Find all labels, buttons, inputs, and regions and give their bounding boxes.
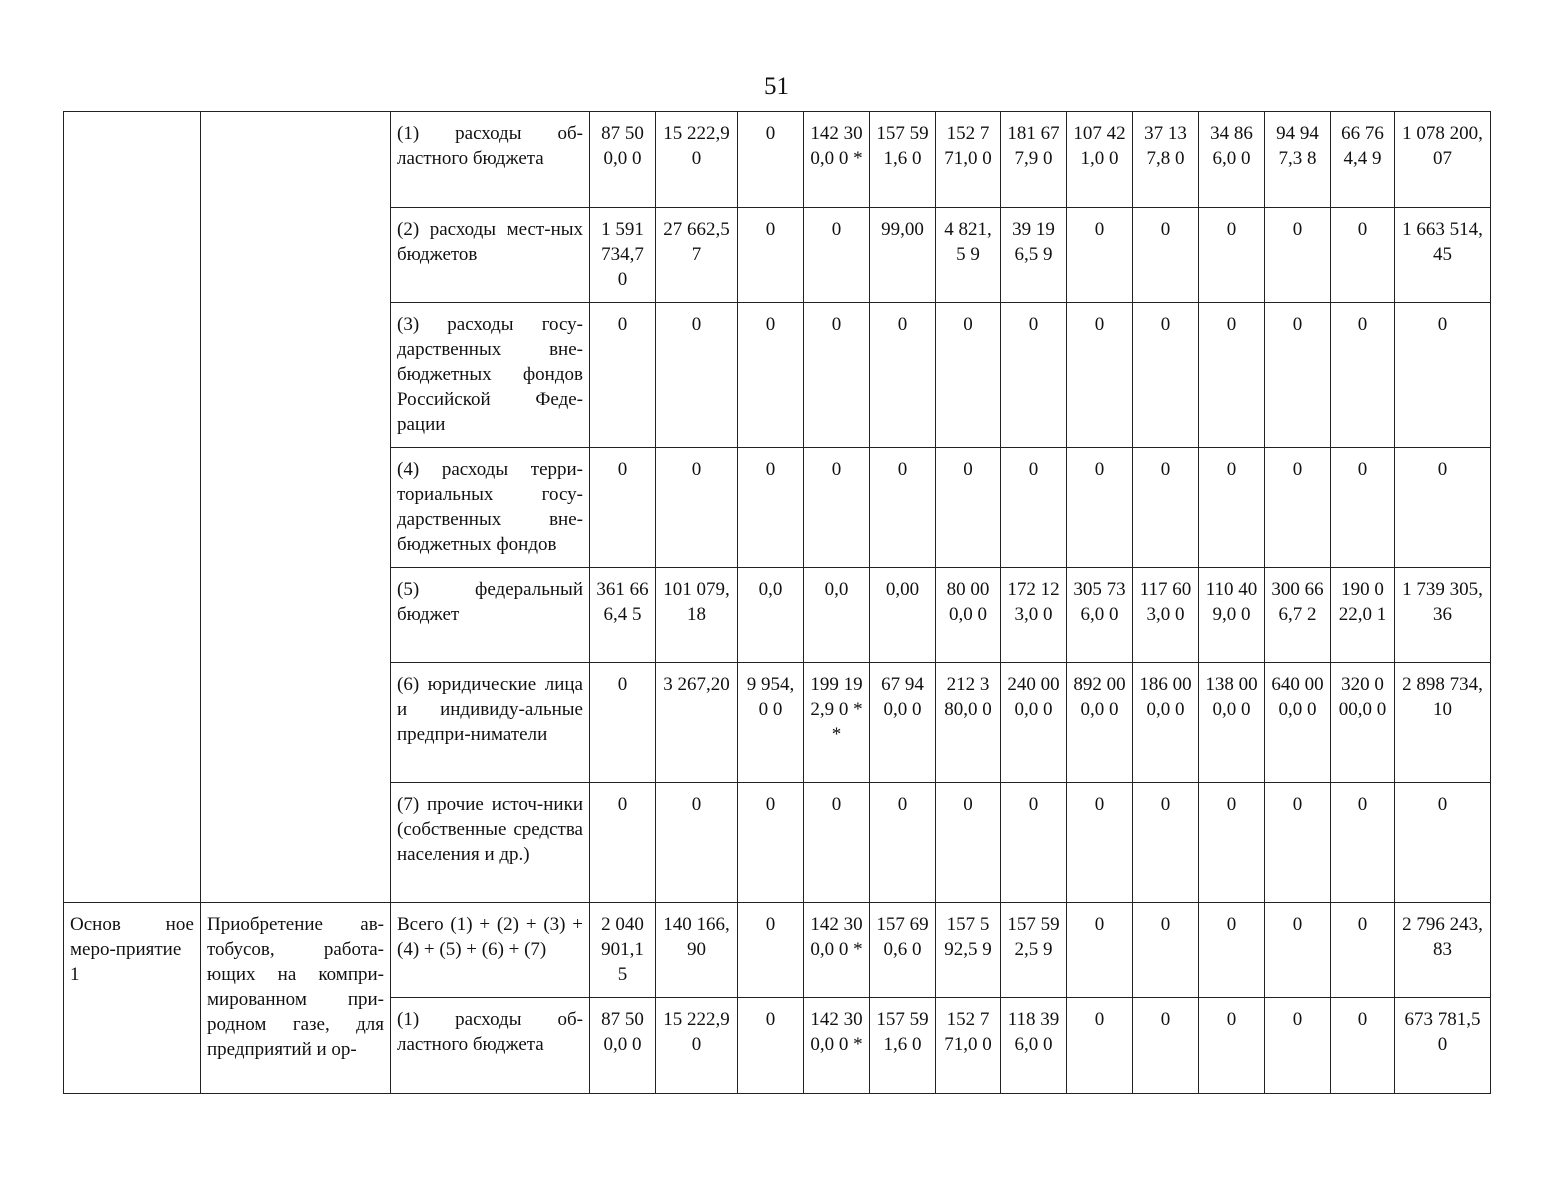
status-cell [64,112,201,903]
value-cell: 0 [738,208,804,303]
value-cell: 0 [1331,303,1395,448]
value-cell: 0 [1331,783,1395,903]
value-cell: 107 421,0 0 [1067,112,1133,208]
value-cell: 0 [656,783,738,903]
value-cell: 0 [656,303,738,448]
value-cell: 138 000,0 0 [1199,663,1265,783]
value-cell: 190 022,0 1 [1331,568,1395,663]
value-cell: 0 [1133,998,1199,1094]
value-cell: 157 592,5 9 [1001,903,1067,998]
value-cell: 142 300,0 0 * [804,112,870,208]
value-cell: 361 666,4 5 [590,568,656,663]
value-cell: 140 166,90 [656,903,738,998]
value-cell: 0 [1265,998,1331,1094]
value-cell: 142 300,0 0 * [804,998,870,1094]
source-cell: Всего (1) + (2) + (3) + (4) + (5) + (6) + (7) [391,903,590,998]
value-cell: 2 796 243,83 [1395,903,1491,998]
event-status-cell: Основ ное меро-приятие 1 [64,903,201,1094]
value-cell: 0 [870,303,936,448]
value-cell: 157 690,6 0 [870,903,936,998]
budget-table [63,111,1491,1094]
value-cell: 34 866,0 0 [1199,112,1265,208]
value-cell: 0 [1331,903,1395,998]
source-cell: (3) расходы госу-дарственных вне-бюджетных фондов Российской Феде-рации [391,303,590,448]
value-cell: 0 [1331,448,1395,568]
value-cell: 1 078 200,07 [1395,112,1491,208]
value-cell: 305 736,0 0 [1067,568,1133,663]
value-cell: 0 [804,303,870,448]
value-cell: 0 [1067,303,1133,448]
value-cell: 0 [1133,303,1199,448]
value-cell: 2 040 901,1 5 [590,903,656,998]
value-cell: 94 947,3 8 [1265,112,1331,208]
value-cell: 0 [1331,208,1395,303]
value-cell: 87 500,0 0 [590,112,656,208]
value-cell: 172 123,0 0 [1001,568,1067,663]
value-cell: 0 [1395,783,1491,903]
value-cell: 0 [1133,903,1199,998]
value-cell: 0 [804,208,870,303]
value-cell: 0 [936,783,1001,903]
value-cell: 117 603,0 0 [1133,568,1199,663]
value-cell: 80 000,0 0 [936,568,1001,663]
value-cell: 0 [870,783,936,903]
value-cell: 0 [738,783,804,903]
value-cell: 0 [804,448,870,568]
value-cell: 0 [1199,783,1265,903]
value-cell: 39 196,5 9 [1001,208,1067,303]
value-cell: 0 [1265,303,1331,448]
value-cell: 0 [1199,998,1265,1094]
value-cell: 181 677,9 0 [1001,112,1067,208]
value-cell: 0 [1265,448,1331,568]
value-cell: 0 [1133,208,1199,303]
event-name-cell: Приобретение ав-тобусов, работа-ющих на компри-мированном при-родном газе, для предприятий и ор- [201,903,391,1094]
table-row [64,112,1491,208]
value-cell: 0 [1067,208,1133,303]
value-cell: 0 [1001,303,1067,448]
value-cell: 0 [1067,783,1133,903]
value-cell: 0 [1199,903,1265,998]
value-cell: 0 [1067,903,1133,998]
value-cell: 67 940,0 0 [870,663,936,783]
value-cell: 0 [590,663,656,783]
value-cell: 3 267,20 [656,663,738,783]
value-cell: 66 764,4 9 [1331,112,1395,208]
source-cell: (2) расходы мест-ных бюджетов [391,208,590,303]
value-cell: 0 [1265,208,1331,303]
value-cell: 320 000,0 0 [1331,663,1395,783]
value-cell: 1 663 514,45 [1395,208,1491,303]
value-cell: 0 [936,448,1001,568]
value-cell: 0 [1265,903,1331,998]
value-cell: 99,00 [870,208,936,303]
value-cell: 0 [738,303,804,448]
value-cell: 199 192,9 0 ** [804,663,870,783]
value-cell: 4 821,5 9 [936,208,1001,303]
value-cell: 0 [1395,303,1491,448]
value-cell: 0 [738,448,804,568]
value-cell: 0,0 [804,568,870,663]
value-cell: 142 300,0 0 * [804,903,870,998]
value-cell: 0 [1199,448,1265,568]
value-cell: 0 [1133,448,1199,568]
value-cell: 0 [590,783,656,903]
value-cell: 152 771,0 0 [936,112,1001,208]
value-cell: 0,0 [738,568,804,663]
value-cell: 892 000,0 0 [1067,663,1133,783]
value-cell: 15 222,90 [656,998,738,1094]
value-cell: 673 781,50 [1395,998,1491,1094]
event-name-cell [201,112,391,903]
value-cell: 157 592,5 9 [936,903,1001,998]
value-cell: 0 [590,448,656,568]
source-cell: (1) расходы об-ластного бюджета [391,112,590,208]
source-cell: (7) прочие источ-ники (собственные средства населения и др.) [391,783,590,903]
value-cell: 300 666,7 2 [1265,568,1331,663]
value-cell: 0 [738,998,804,1094]
value-cell: 1 591 734,7 0 [590,208,656,303]
value-cell: 240 000,0 0 [1001,663,1067,783]
value-cell: 0,00 [870,568,936,663]
value-cell: 157 591,6 0 [870,998,936,1094]
value-cell: 15 222,90 [656,112,738,208]
value-cell: 0 [656,448,738,568]
value-cell: 101 079,18 [656,568,738,663]
value-cell: 640 000,0 0 [1265,663,1331,783]
page-number: 51 [764,73,789,100]
source-cell: (6) юридические лица и индивиду-альные предпри-ниматели [391,663,590,783]
value-cell: 1 739 305,36 [1395,568,1491,663]
value-cell: 0 [936,303,1001,448]
value-cell: 212 380,0 0 [936,663,1001,783]
value-cell: 0 [590,303,656,448]
value-cell: 0 [738,903,804,998]
value-cell: 0 [870,448,936,568]
value-cell: 0 [804,783,870,903]
value-cell: 0 [1133,783,1199,903]
value-cell: 37 137,8 0 [1133,112,1199,208]
value-cell: 0 [1067,448,1133,568]
value-cell: 87 500,0 0 [590,998,656,1094]
value-cell: 110 409,0 0 [1199,568,1265,663]
value-cell: 186 000,0 0 [1133,663,1199,783]
table-row [64,903,1491,998]
value-cell: 2 898 734,10 [1395,663,1491,783]
value-cell: 9 954,0 0 [738,663,804,783]
value-cell: 0 [738,112,804,208]
source-cell: (4) расходы терри-ториальных госу-дарственных вне-бюджетных фондов [391,448,590,568]
value-cell: 0 [1199,208,1265,303]
value-cell: 0 [1265,783,1331,903]
value-cell: 0 [1199,303,1265,448]
value-cell: 157 591,6 0 [870,112,936,208]
value-cell: 0 [1331,998,1395,1094]
source-cell: (1) расходы об-ластного бюджета [391,998,590,1094]
value-cell: 152 771,0 0 [936,998,1001,1094]
value-cell: 118 396,0 0 [1001,998,1067,1094]
source-cell: (5) федеральный бюджет [391,568,590,663]
value-cell: 0 [1001,448,1067,568]
value-cell: 27 662,57 [656,208,738,303]
value-cell: 0 [1395,448,1491,568]
value-cell: 0 [1001,783,1067,903]
value-cell: 0 [1067,998,1133,1094]
